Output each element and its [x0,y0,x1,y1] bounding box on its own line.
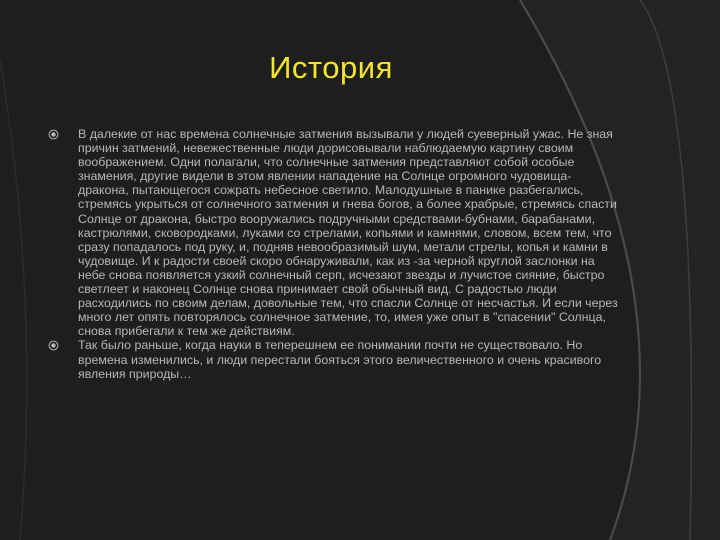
slide-title: История [269,50,393,85]
circled-dot-icon [48,129,59,140]
slide-content [48,127,620,381]
bullet-item [48,127,620,338]
circled-dot-icon [48,340,59,351]
bullet-text: Так было раньше, когда науки в теперешнем ее понимании почти не существовало. Но времена изменились, и люди перестали бояться этого величественного и очень красивого явления природы… [78,338,602,381]
bullet-text: В далекие от нас времена солнечные затмения вызывали у людей суеверный ужас. Не зная причин затмений, невежественные люди дорисовывали наблюдаемую картину своим воображением. Одни полагали, что солнечные затмения представляют собой особые знамения, другие видели в этом явлении нападение на Солнце огромного чудовища-дракона, пытающегося сожрать небесное светило. Малодушные в панике разбегались, стремясь укрыться от солнечного затмения и гнева богов, а более храбрые, стремясь спасти Солнце от дракона, быстро вооружались подручными средствами-бубнами, барабанами, кастрюлями, сковородками, луками со стрелами, копьями и камнями, словом, всем тем, что сразу попадалось под руку, и, подняв невообразимый шум, метали стрелы, копья и камни в чудовище. И к радости своей скоро обнаруживали, как из -за черной круглой заслонки на небе снова появляется узкий солнечный серп, исчезают звезды и лучистое сияние, быстро светлеет и наконец Солнце снова принимает свой обычный вид. С радостью люди расходились по своим делам, довольные тем, что спасли Солнце от несчастья. И если через много лет опять повторялось солнечное затмение, то, имея уже опыт в "спасении" Солнца, снова прибегали к тем же действиям. [78,127,618,339]
bullet-item [48,338,620,380]
